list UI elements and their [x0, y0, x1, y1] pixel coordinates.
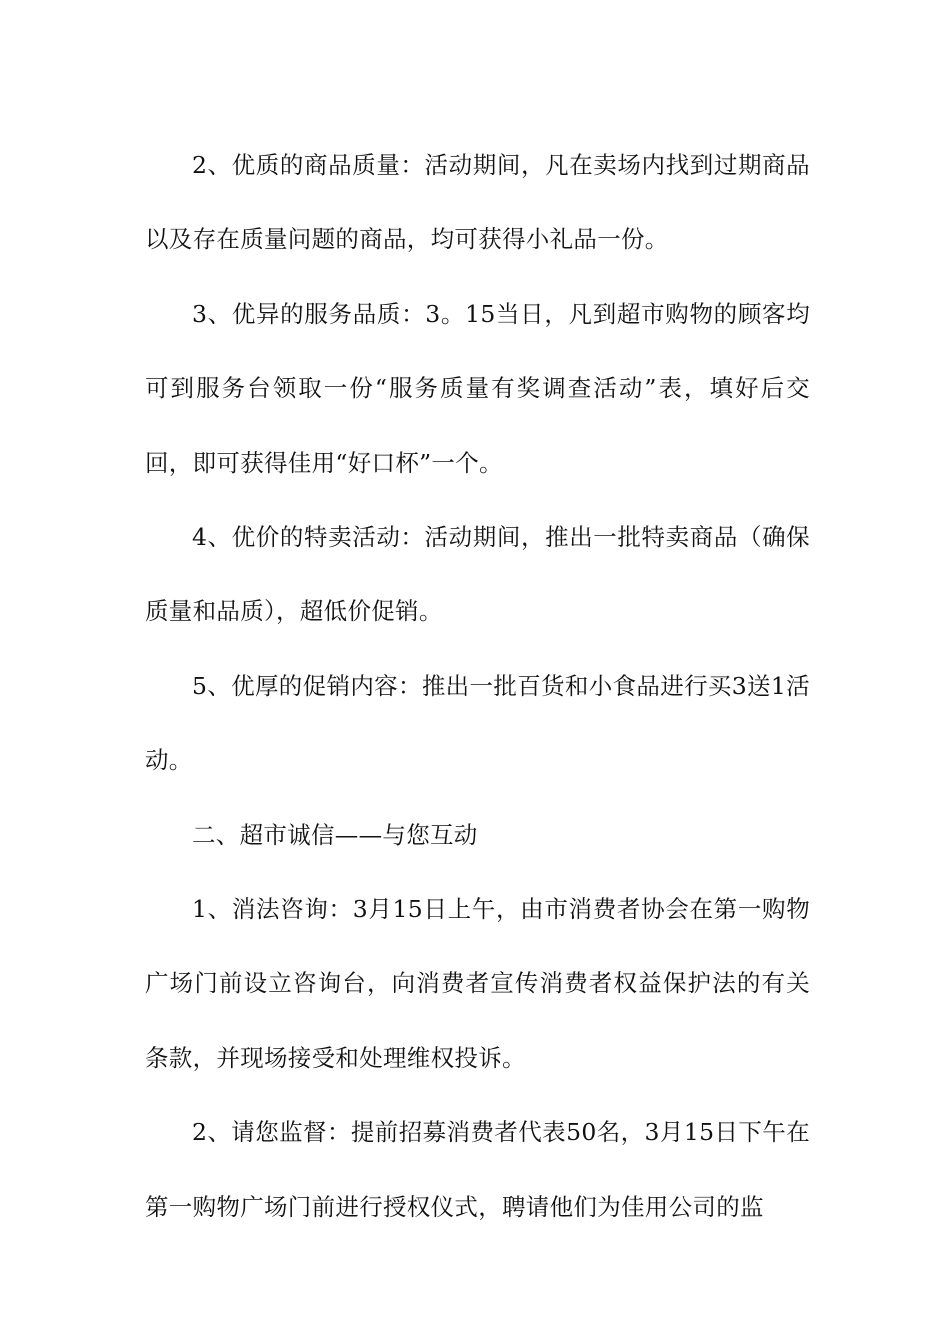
section-heading-integrity: 二、超市诚信——与您互动	[192, 820, 478, 849]
paragraph-supervision: 2、请您监督：提前招募消费者代表50名，3月15日下午在第一购物广场门前进行授权仪式，聘请他们为佳用公司的监	[145, 1118, 810, 1221]
paragraph-special-sale: 4、优价的特卖活动：活动期间，推出一批特卖商品（确保质量和品质），超低价促销。	[145, 523, 810, 626]
paragraph-quality: 2、优质的商品质量：活动期间，凡在卖场内找到过期商品以及存在质量问题的商品，均可获得小礼品一份。	[145, 151, 810, 254]
document-body	[145, 128, 810, 1244]
paragraph-service: 3、优异的服务品质：3。15当日，凡到超市购物的顾客均可到服务台领取一份“服务质量有奖调查活动”表，填好后交回，即可获得佳用“好口杯”一个。	[145, 299, 810, 477]
paragraph-promotion: 5、优厚的促销内容：推出一批百货和小食品进行买3送1活动。	[145, 671, 810, 775]
paragraph-consultation: 1、消法咨询：3月15日上午，由市消费者协会在第一购物广场门前设立咨询台，向消费者宣传消费者权益保护法的有关条款，并现场接受和处理维权投诉。	[145, 895, 810, 1072]
